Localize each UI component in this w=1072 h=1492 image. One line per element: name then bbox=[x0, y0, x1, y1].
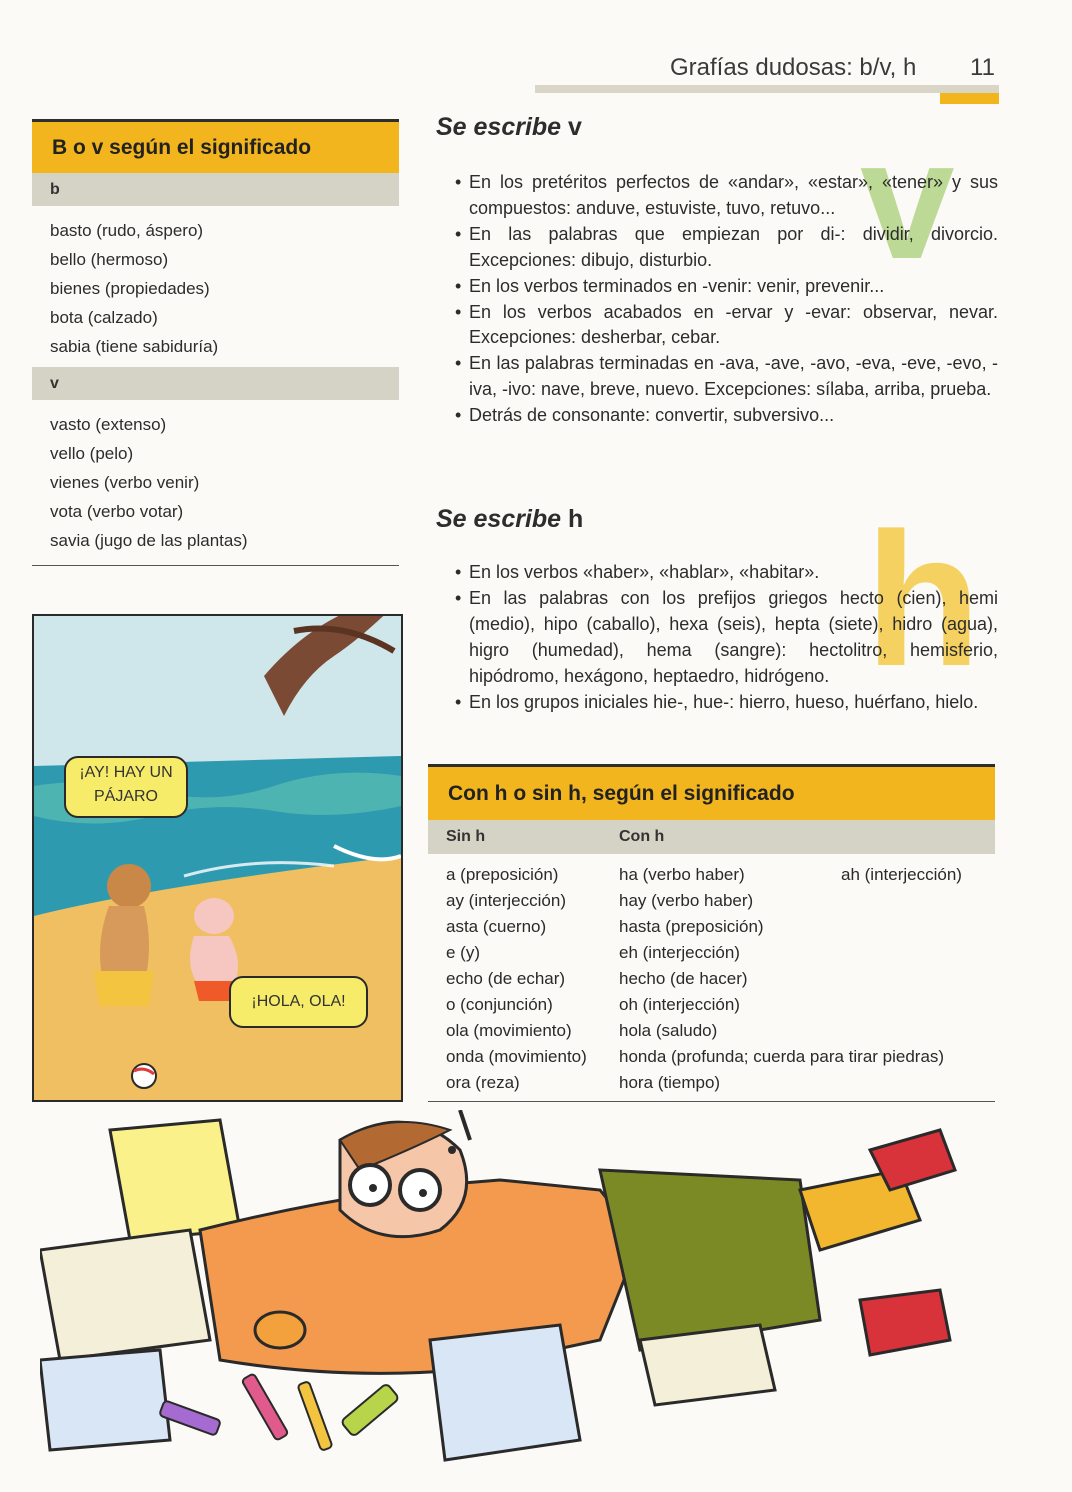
table-row bbox=[428, 1018, 995, 1044]
speech-bubble-wave: ¡HOLA, OLA! bbox=[229, 976, 368, 1028]
b-v-table-title: B o v según el significado bbox=[32, 119, 399, 173]
section-title-prefix: Se escribe bbox=[436, 113, 562, 141]
page-number: 11 bbox=[970, 54, 995, 81]
cell-con-h: eh (interjección) bbox=[619, 943, 740, 962]
table-row bbox=[428, 888, 995, 914]
rule-item: • En las palabras con los prefijos griegos hecto (cien), hemi (medio), hipo (caballo), hexa (seis), hepta (siete), hidro (agua), higro (humedad), hema (sangre): hectolitro, hemisferio, hipódromo, hexágono, heptaedro, hidrógeno. bbox=[455, 586, 998, 690]
header-rule bbox=[535, 85, 999, 93]
list-item: sabia (tiene sabiduría) bbox=[50, 337, 219, 356]
cell-sin-h: echo (de echar) bbox=[446, 969, 566, 988]
column-header-con-h: Con h bbox=[619, 828, 665, 845]
table-row bbox=[428, 992, 995, 1018]
cell-con-h: hay (verbo haber) bbox=[619, 891, 754, 910]
cell-con-h: hasta (preposición) bbox=[619, 917, 764, 936]
b-column-header: b bbox=[32, 173, 399, 206]
beach-comic-illustration bbox=[32, 614, 403, 1102]
rule-item: • En los verbos «haber», «hablar», «habitar». bbox=[455, 560, 998, 586]
cell-sin-h: ola (movimiento) bbox=[446, 1021, 572, 1040]
cell-sin-h: asta (cuerno) bbox=[446, 917, 547, 936]
list-item: bello (hermoso) bbox=[50, 250, 169, 269]
header-accent-bar bbox=[940, 93, 999, 104]
h-table-title: Con h o sin h, según el significado bbox=[428, 764, 995, 820]
rule-item: • En las palabras que empiezan por di-: dividir, divorcio. Excepciones: dibujo, disturbio. bbox=[455, 222, 998, 274]
cell-sin-h: ora (reza) bbox=[446, 1073, 520, 1092]
list-item: vello (pelo) bbox=[50, 444, 134, 463]
b-v-meaning-table bbox=[32, 119, 399, 566]
speech-bubble-bird: ¡AY! HAY UN PÁJARO bbox=[64, 756, 188, 818]
h-table-body bbox=[428, 854, 995, 1096]
page-header-title: Grafías dudosas: b/v, h bbox=[670, 54, 917, 81]
table-row bbox=[428, 1044, 995, 1070]
student-drawing-illustration bbox=[40, 1110, 1030, 1485]
table-row bbox=[428, 862, 995, 888]
table-row bbox=[428, 966, 995, 992]
h-table-header-row bbox=[428, 820, 995, 854]
b-word-list bbox=[32, 206, 399, 367]
cell-con-h: hecho (de hacer) bbox=[619, 969, 748, 988]
list-item: basto (rudo, áspero) bbox=[50, 221, 204, 240]
section-title-letter: v bbox=[568, 113, 582, 141]
list-item: vasto (extenso) bbox=[50, 415, 167, 434]
rule-item: • En los verbos acabados en -ervar y -evar: observar, nevar. Excepciones: desherbar, cebar. bbox=[455, 300, 998, 352]
cell-con-h: hola (saludo) bbox=[619, 1021, 718, 1040]
v-rules-list bbox=[455, 170, 998, 429]
table-row bbox=[428, 1070, 995, 1096]
h-decorative-letter: h bbox=[865, 494, 982, 706]
cell-sin-h: a (preposición) bbox=[446, 865, 559, 884]
cell-con-h: oh (interjección) bbox=[619, 995, 740, 1014]
rule-item: • En las palabras terminadas en -ava, -ave, -avo, -eva, -eve, -evo, -iva, -ivo: nave, breve, nuevo. Excepciones: sílaba, arriba, prueba. bbox=[455, 351, 998, 403]
cell-extra: ah (interjección) bbox=[841, 865, 962, 884]
list-item: bienes (propiedades) bbox=[50, 279, 210, 298]
rule-item: • En los pretéritos perfectos de «andar», «estar», «tener» y sus compuestos: anduve, estuviste, tuvo, retuvo... bbox=[455, 170, 998, 222]
rule-item: • Detrás de consonante: convertir, subversivo... bbox=[455, 403, 998, 429]
v-section-title bbox=[436, 113, 582, 142]
rule-item: • En los grupos iniciales hie-, hue-: hierro, hueso, huérfano, hielo. bbox=[455, 690, 998, 716]
list-item: savia (jugo de las plantas) bbox=[50, 531, 248, 550]
section-title-prefix: Se escribe bbox=[436, 505, 562, 533]
cell-sin-h: ay (interjección) bbox=[446, 891, 566, 910]
cell-con-h: honda (profunda; cuerda para tirar piedras) bbox=[619, 1047, 945, 1066]
cell-sin-h: e (y) bbox=[446, 943, 480, 962]
h-section-title bbox=[436, 505, 583, 534]
section-title-letter: h bbox=[568, 505, 584, 533]
h-rules-list bbox=[455, 560, 998, 715]
v-column-header: v bbox=[32, 367, 399, 400]
cell-con-h: hora (tiempo) bbox=[619, 1073, 721, 1092]
h-meaning-table bbox=[428, 764, 995, 1102]
column-header-sin-h: Sin h bbox=[446, 828, 486, 845]
list-item: vienes (verbo venir) bbox=[50, 473, 200, 492]
list-item: vota (verbo votar) bbox=[50, 502, 184, 521]
cell-sin-h: o (conjunción) bbox=[446, 995, 553, 1014]
rule-item: • En los verbos terminados en -venir: venir, prevenir... bbox=[455, 274, 998, 300]
table-row bbox=[428, 940, 995, 966]
v-word-list bbox=[32, 400, 399, 555]
v-decorative-letter: v bbox=[860, 105, 955, 295]
cell-con-h: ha (verbo haber) bbox=[619, 865, 745, 884]
table-row bbox=[428, 914, 995, 940]
cell-sin-h: onda (movimiento) bbox=[446, 1047, 587, 1066]
list-item: bota (calzado) bbox=[50, 308, 158, 327]
